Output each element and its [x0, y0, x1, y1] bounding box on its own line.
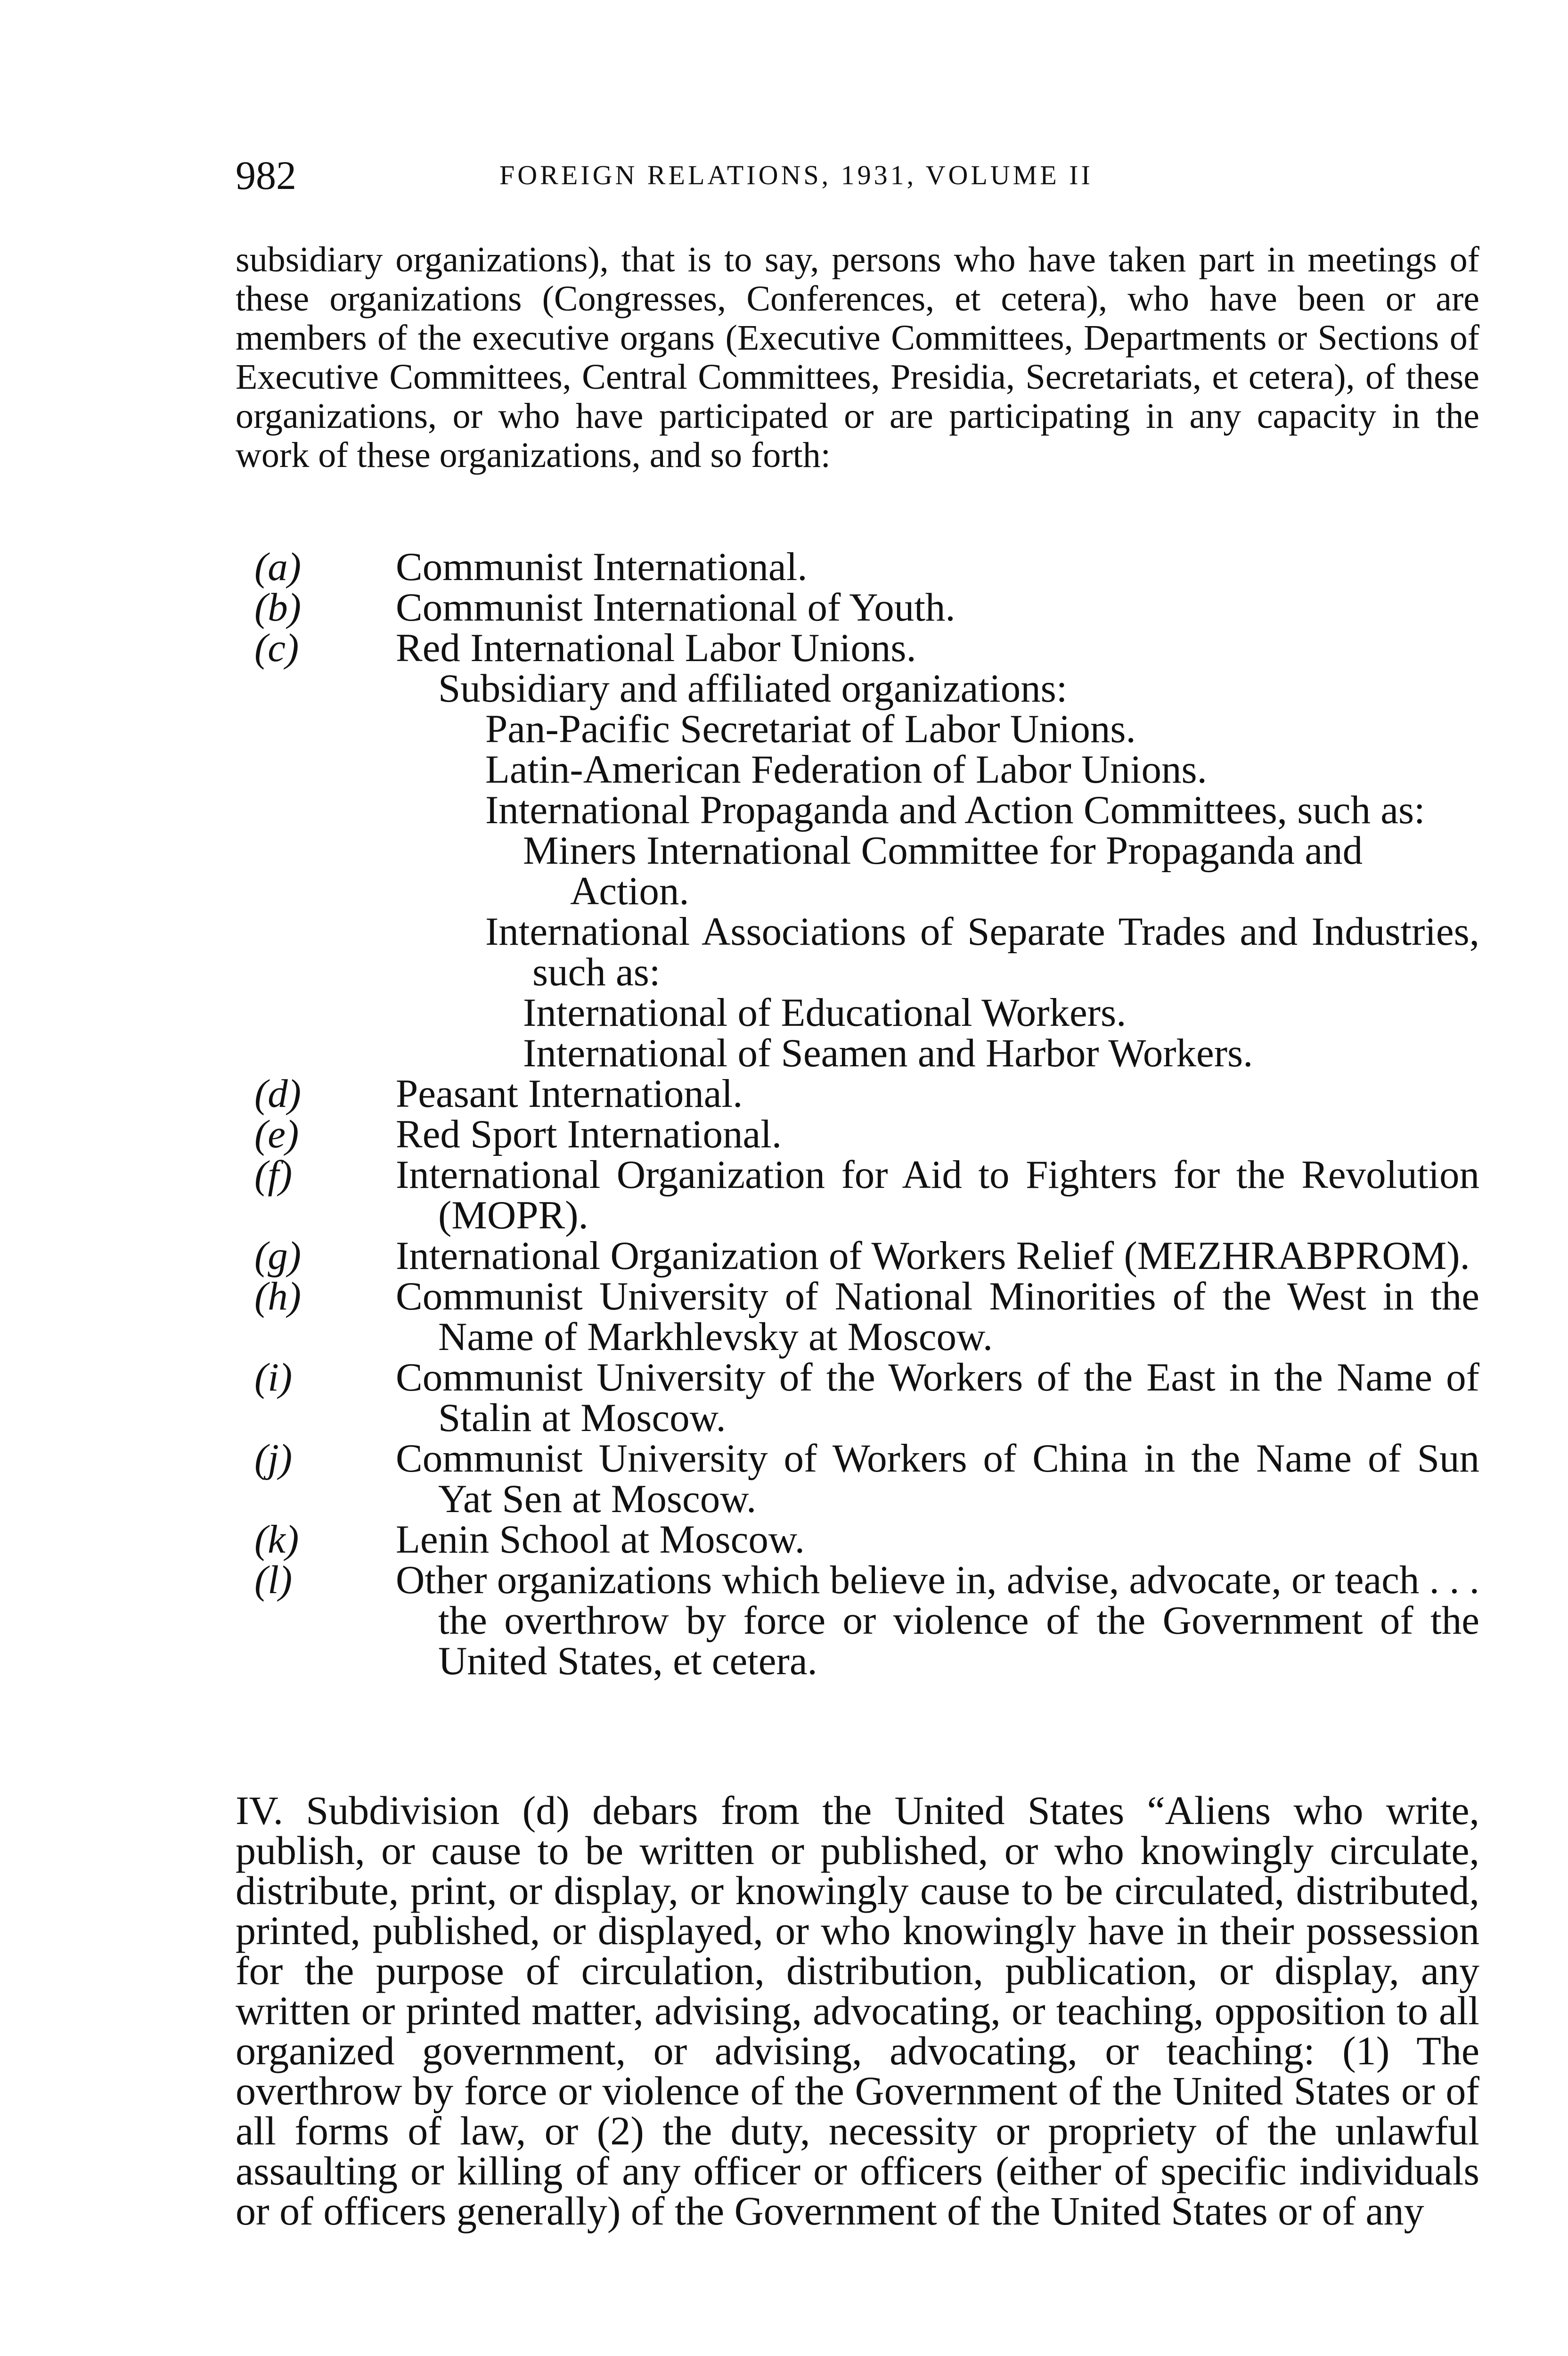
list-item [236, 1154, 1479, 1235]
list-item [236, 587, 1479, 628]
list-label: (g) [254, 1234, 302, 1278]
list-label: (e) [254, 1112, 299, 1156]
list-label: (h) [254, 1274, 302, 1318]
sub-sub-item: Miners International Committee for Propaganda and Action. [523, 828, 1363, 913]
list-text: Communist International. [396, 545, 808, 589]
running-head: FOREIGN RELATIONS, 1931, VOLUME II [499, 160, 1093, 190]
list-text: Communist University of the Workers of the East in the Name of Stalin at Moscow. [396, 1355, 1479, 1440]
list-label: (a) [254, 545, 302, 589]
sub-sub-item: International of Educational Workers. [523, 990, 1127, 1035]
intro-paragraph: subsidiary organizations), that is to say, persons who have taken part in meetings of these organizations (Congresses, Conferences, et cetera), who have been or are members of the executive organs (Executive Committees, Departments or Sections of Executive Committees, Central Committees, Presidia, Secretariats, et cetera), of these organizations, or who have participated or are participating in any capacity in the work of these organizations, and so forth: [236, 240, 1479, 475]
list-label: (d) [254, 1072, 302, 1116]
list-item [236, 1560, 1479, 1681]
list-text: International Organization of Workers Relief (MEZHRABPROM). [396, 1234, 1470, 1278]
list-text: Red International Labor Unions. [396, 626, 916, 670]
list-text: International Organization for Aid to Fighters for the Revolution (MOPR). [396, 1153, 1479, 1237]
list-text: Communist University of National Minorities of the West in the Name of Markhlevsky at Moscow. [396, 1274, 1479, 1359]
list-item [236, 1114, 1479, 1154]
list-item [236, 547, 1479, 587]
list-item [236, 1073, 1479, 1114]
list-label: (b) [254, 585, 302, 630]
sub-item: International Associations of Separate Trades and Industries, such as: [485, 909, 1479, 994]
list-text: Communist International of Youth. [396, 585, 956, 630]
sub-heading: Subsidiary and affiliated organizations: [438, 666, 1068, 711]
list-item [236, 1235, 1479, 1276]
list-text: Peasant International. [396, 1072, 743, 1116]
list-label: (c) [254, 626, 299, 670]
list-item [236, 1276, 1479, 1357]
list-item [236, 628, 1479, 1073]
section-iv-paragraph: IV. Subdivision (d) debars from the United States “Aliens who write, publish, or cause to be written or published, or who knowingly circulate, distribute, print, or display, or knowingly cause to be circulated, distributed, printed, published, or displayed, or who knowingly have in their possession for the purpose of circulation, distribution, publication, or display, any written or printed matter, advising, advocating, or teaching, opposition to all organized government, or advising, advocating, or teaching: (1) The overthrow by force or violence of the Government of the United States or of all forms of law, or (2) the duty, necessity or propriety of the unlawful assaulting or killing of any officer or officers (either of specific individuals or of officers generally) of the Government of the United States or of any [236, 1788, 1479, 2233]
page-number: 982 [236, 153, 296, 198]
sub-item: Latin-American Federation of Labor Unions. [485, 747, 1207, 792]
list-text: Lenin School at Moscow. [396, 1517, 805, 1562]
list-text: Other organizations which believe in, advise, advocate, or teach . . . the overthrow by force or violence of the Government of the United States, et cetera. [396, 1558, 1479, 1683]
list-label: (j) [254, 1436, 293, 1481]
list-item [236, 1357, 1479, 1438]
list-label: (l) [254, 1558, 293, 1602]
list-label: (f) [254, 1153, 293, 1197]
list-label: (k) [254, 1517, 299, 1562]
list-label: (i) [254, 1355, 293, 1399]
page-header [236, 152, 1479, 198]
sub-item: Pan-Pacific Secretariat of Labor Unions. [485, 707, 1136, 751]
list-item [236, 1519, 1479, 1560]
sub-sub-item: International of Seamen and Harbor Workers. [523, 1031, 1253, 1075]
list-text: Red Sport International. [396, 1112, 782, 1156]
sub-item: International Propaganda and Action Committees, such as: [485, 788, 1425, 832]
list-item [236, 1438, 1479, 1519]
organization-list [236, 547, 1479, 1681]
list-text: Communist University of Workers of China in the Name of Sun Yat Sen at Moscow. [396, 1436, 1479, 1521]
